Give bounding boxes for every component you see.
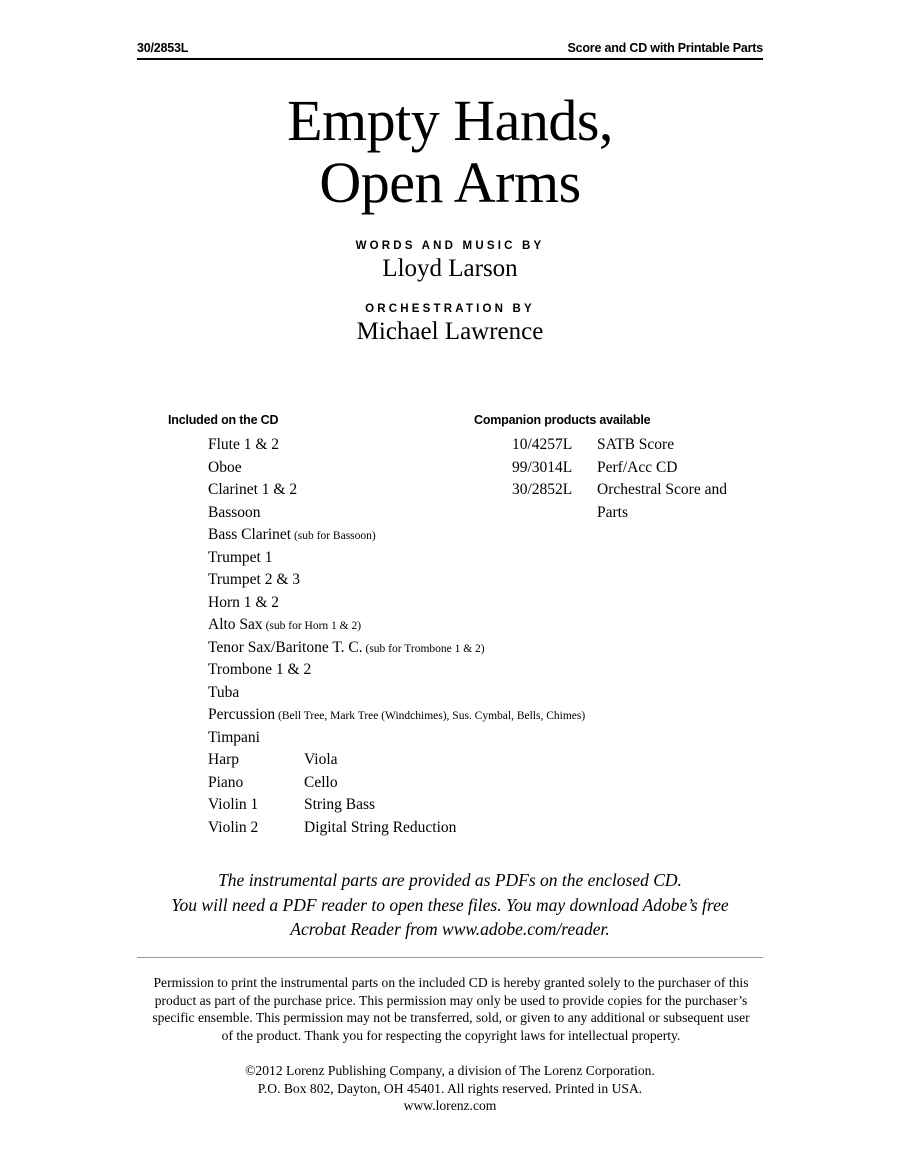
title-line-1: Empty Hands, [287,88,613,153]
instrument-name: Tuba [208,683,240,701]
instrument-name: Trumpet 2 & 3 [208,571,301,588]
instrument-name: Percussion [208,706,276,723]
instrument-name: Tenor Sax/Baritone T. C. [208,638,363,656]
instrument-row [208,614,628,637]
companion-products-heading: Companion products available [474,413,651,427]
copyright-footer [0,1062,900,1115]
orchestrator-name: Michael Lawrence [356,318,544,345]
instrument-name: Trumpet 1 [208,548,273,566]
companion-product-code: 30/2852L [512,481,573,498]
instrument-name: Flute 1 & 2 [208,436,280,453]
section-divider [137,957,763,958]
instrument-row [208,682,628,705]
instrument-row [208,817,628,840]
companion-product-description: Perf/Acc CD [597,458,678,476]
companion-product-row [512,479,812,502]
instrument-name: Alto Sax [208,616,263,633]
catalog-number: 30/2853L [137,41,189,55]
instrument-row [208,592,628,615]
instrument-name: Violin 2 [208,819,259,837]
page-title [0,90,900,214]
included-on-cd-heading: Included on the CD [168,413,279,427]
instrument-name: Digital String Reduction [304,819,457,837]
pdf-notice [130,868,770,942]
companion-product-description: Parts [597,503,628,521]
instrument-row [208,637,628,660]
product-type-label: Score and CD with Printable Parts [567,41,763,55]
companion-product-description: SATB Score [597,436,675,453]
instrument-name: Timpani [208,728,260,746]
title-line-2: Open Arms [319,150,581,215]
instrument-name: Violin 1 [208,796,259,814]
instrument-note: (sub for Trombone 1 & 2) [362,642,485,655]
instrument-name: Clarinet 1 & 2 [208,481,298,498]
instrument-name: Bass Clarinet [208,526,292,543]
pdf-notice-line-1: The instrumental parts are provided as PDFs on the enclosed CD. [218,870,682,890]
companion-product-code: 10/4257L [512,436,573,453]
instrument-name: Viola [304,751,338,768]
page-header [137,41,763,60]
instrument-name: Piano [208,773,244,791]
copyright-line-1: ©2012 Lorenz Publishing Company, a division of The Lorenz Corporation. [245,1063,655,1078]
instrument-note: (sub for Horn 1 & 2) [262,620,362,632]
instrument-name: String Bass [304,796,376,814]
instrument-row [208,727,628,750]
instrument-name: Oboe [208,458,242,476]
instrument-row [208,659,628,682]
instrument-name: Bassoon [208,503,261,521]
pdf-notice-line-2: You will need a PDF reader to open these files. You may download Adobe’s free [171,894,729,915]
publisher-website: www.lorenz.com [403,1098,497,1114]
words-and-music-label: WORDS AND MUSIC BY [355,240,545,252]
instrument-row [208,794,628,817]
instrument-row [208,547,628,570]
companion-product-code: 99/3014L [512,458,573,476]
orchestration-credit [0,303,900,346]
instrument-name: Harp [208,751,239,768]
companion-product-row [512,502,812,525]
companion-product-description: Orchestral Score and [597,481,727,498]
companion-product-code [512,502,597,525]
credits-block [0,240,900,366]
instrument-note: (Bell Tree, Mark Tree (Windchimes), Sus. Cymbal, Bells, Chimes) [275,710,586,722]
instrument-row [208,749,628,772]
composer-name: Lloyd Larson [382,255,518,282]
instrument-name: Horn 1 & 2 [208,593,280,611]
copyright-line-2: P.O. Box 802, Dayton, OH 45401. All rights reserved. Printed in USA. [257,1080,643,1096]
instrument-row [208,569,628,592]
permission-paragraph: Permission to print the instrumental parts on the included CD is hereby granted solely to the purchaser of this product as part of the purchase price. This permission may only be used to provide copies for the purchaser’s specific ensemble. This permission may not be transferred, sold, or given to any additional or subsequent user of the product. Thank you for respecting the copyright laws for intellectual property. [152,975,750,1043]
instrument-row [208,524,628,547]
companion-products-list [512,434,812,524]
instrument-row [208,772,628,795]
strings-and-keyboard-list [208,749,628,840]
orchestration-label: ORCHESTRATION BY [365,303,535,315]
instrument-row [208,704,628,727]
words-and-music-credit [0,240,900,283]
companion-product-row [512,434,812,457]
instrument-note: (sub for Bassoon) [291,530,376,542]
pdf-notice-line-3: Acrobat Reader from www.adobe.com/reader. [290,919,610,939]
instrument-name: Trombone 1 & 2 [208,661,312,678]
instrument-name: Cello [304,773,338,791]
companion-product-row [512,457,812,480]
